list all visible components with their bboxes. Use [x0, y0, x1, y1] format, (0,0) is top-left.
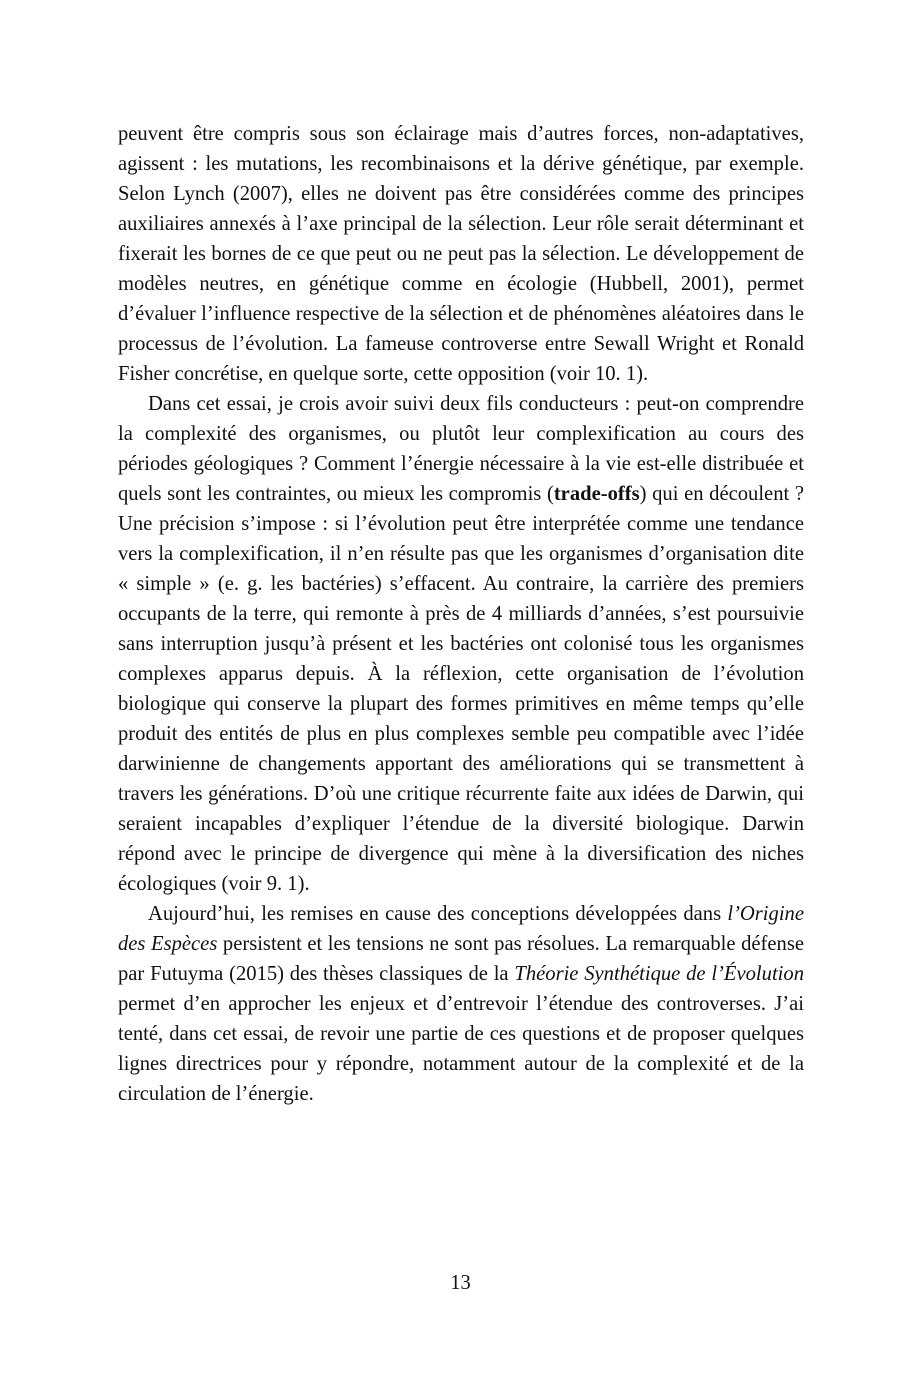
paragraph-1	[118, 119, 804, 389]
paragraph-2-text-end: ) qui en découlent ? Une précision s’impose : si l’évolution peut être interprétée comme une tendance vers la complexification, il n’en résulte pas que les organismes d’organisation dite « simple » (e. g. les bactéries) s’effacent. Au contraire, la carrière des premiers occupants de la terre, qui remonte à près de 4 milliards d’années, s’est poursuivie sans interruption jusqu’à présent et les bactéries ont colonisé tous les organismes complexes apparus depuis. À la réflexion, cette organisation de l’évolution biologique qui conserve la plupart des formes primitives en même temps qu’elle produit des entités de plus en plus complexes semble peu compatible avec l’idée darwinienne de changements apportant des améliorations qui se transmettent à travers les générations. D’où une critique récurrente faite aux idées de Darwin, qui seraient incapables d’expliquer l’étendue de la diversité biologique. Darwin répond avec le principe de divergence qui mène à la diversification des niches écologiques (voir 9. 1).	[118, 483, 805, 895]
page-number: 13	[450, 1272, 471, 1294]
bold-term-trade-offs: trade-offs	[553, 483, 640, 505]
paragraph-3-text-middle: persistent et les tensions ne sont pas résolues. La remarquable défense par Futuyma (2015) des thèses classiques de la	[118, 933, 804, 985]
paragraph-3-text-start: Aujourd’hui, les remises en cause des conceptions développées dans	[148, 903, 728, 925]
paragraph-3-text-end: permet d’en approcher les enjeux et d’entrevoir l’étendue des controverses. J’ai tenté, dans cet essai, de revoir une partie de ces questions et de proposer quelques lignes directrices pour y répondre, notamment autour de la complexité et de la circulation de l’énergie.	[118, 993, 804, 1105]
paragraph-1-text: peuvent être compris sous son éclairage mais d’autres forces, non-adaptatives, agissent : les mutations, les recombinaisons et la dérive génétique, par exemple. Selon Lynch (2007), elles ne doivent pas être considérées comme des principes auxiliaires annexés à l’axe principal de la sélection. Leur rôle serait déterminant et fixerait les bornes de ce que peut ou ne peut pas la sélection. Le développement de modèles neutres, en génétique comme en écologie (Hubbell, 2001), permet d’évaluer l’influence respective de la sélection et de phénomènes aléatoires dans le processus de l’évolution. La fameuse controverse entre Sewall Wright et Ronald Fisher concrétise, en quelque sorte, cette opposition (voir 10. 1).	[118, 123, 804, 385]
italic-title-theorie: Théorie Synthétique de l’Évolution	[514, 963, 804, 985]
body-text	[118, 119, 804, 1109]
paragraph-3	[118, 899, 804, 1109]
paragraph-2	[118, 389, 804, 899]
italic-title-origine: l’Origine des Espèces	[118, 903, 804, 955]
paragraph-2-text-start: Dans cet essai, je crois avoir suivi deux fils conducteurs : peut-on comprendre la complexité des organismes, ou plutôt leur complexification au cours des périodes géologiques ? Comment l’énergie nécessaire à la vie est-elle distribuée et quels sont les contraintes, ou mieux les compromis (	[118, 393, 804, 505]
